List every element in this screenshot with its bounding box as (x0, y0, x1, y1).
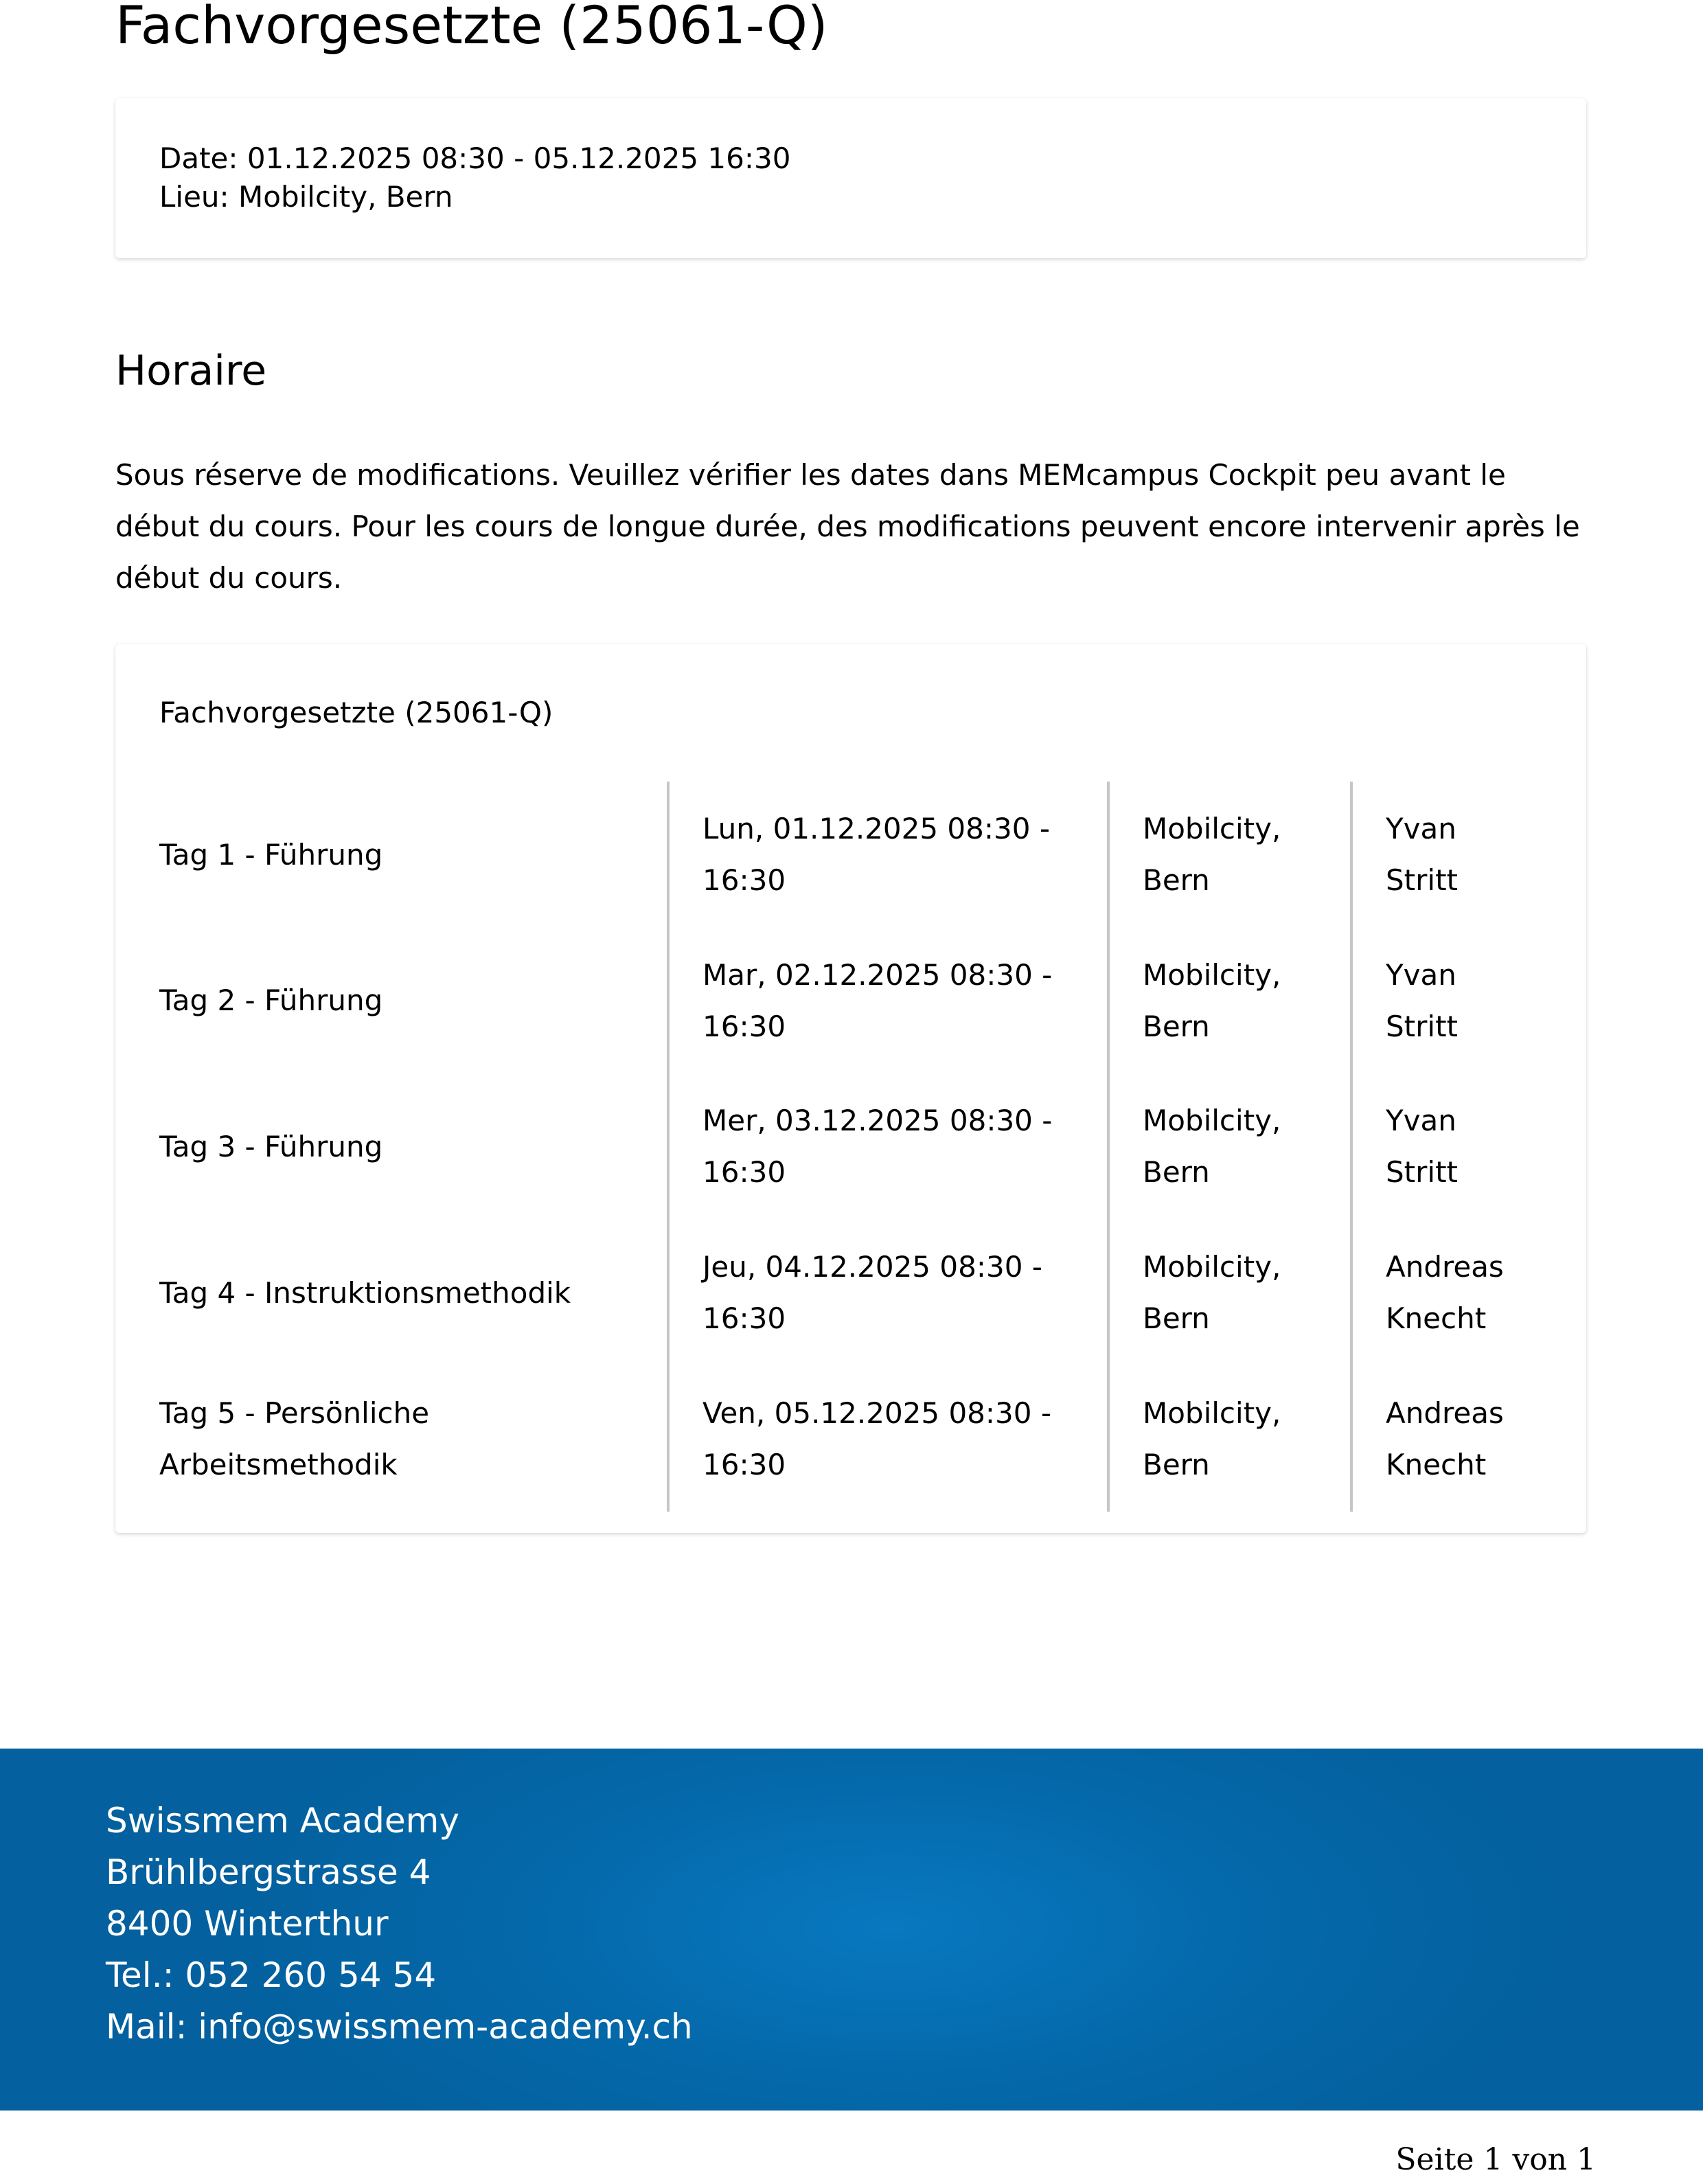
session-location: Mobilcity, Bern (1108, 1073, 1351, 1220)
session-location: Mobilcity, Bern (1108, 1220, 1351, 1366)
session-topic: Tag 1 - Führung (159, 837, 383, 872)
session-location: Mobilcity, Bern (1108, 1365, 1351, 1512)
session-trainer: Andreas Knecht (1351, 1365, 1542, 1512)
schedule-notice: Sous réserve de modifications. Veuillez vérifier les dates dans MEMcampus Cockpit peu avant le début du cours. Pour les cours de longue durée, des modifications peuvent encore intervenir après le début du cours. (115, 458, 1580, 595)
table-row (159, 1220, 1542, 1366)
session-trainer: Yvan Stritt (1351, 1073, 1542, 1220)
schedule-heading: Horaire (115, 347, 267, 395)
session-topic: Tag 4 - Instruktionsmethodik (159, 1275, 571, 1310)
table-row (159, 1365, 1542, 1512)
session-trainer: Yvan Stritt (1351, 782, 1542, 928)
session-datetime: Lun, 01.12.2025 08:30 - 16:30 (668, 782, 1108, 928)
footer-street: Brühlbergstrasse 4 (106, 1852, 431, 1892)
session-trainer: Yvan Stritt (1351, 928, 1542, 1074)
footer-city: 8400 Winterthur (106, 1904, 389, 1944)
session-datetime: Ven, 05.12.2025 08:30 - 16:30 (668, 1365, 1108, 1512)
session-topic: Tag 5 - Persönliche Arbeitsmethodik (159, 1396, 430, 1481)
footer-phone: Tel.: 052 260 54 54 (106, 1955, 437, 1995)
schedule-table (159, 782, 1542, 1512)
session-topic: Tag 2 - Führung (159, 983, 383, 1018)
session-datetime: Jeu, 04.12.2025 08:30 - 16:30 (668, 1220, 1108, 1366)
page-number: Seite 1 von 1 (1395, 2142, 1596, 2177)
footer (0, 1749, 1703, 2111)
table-row (159, 1073, 1542, 1220)
page-title: Fachvorgesetzte (25061-Q) (115, 0, 828, 56)
table-row (159, 782, 1542, 928)
session-location: Mobilcity, Bern (1108, 782, 1351, 928)
session-trainer: Andreas Knecht (1351, 1220, 1542, 1366)
footer-organization: Swissmem Academy (106, 1801, 459, 1841)
table-row (159, 928, 1542, 1074)
course-date: Date: 01.12.2025 08:30 - 05.12.2025 16:30 (159, 141, 791, 175)
schedule-card (115, 644, 1586, 1533)
session-datetime: Mar, 02.12.2025 08:30 - 16:30 (668, 928, 1108, 1074)
course-info-card (115, 98, 1586, 258)
footer-email: Mail: info@swissmem-academy.ch (106, 2007, 693, 2047)
session-datetime: Mer, 03.12.2025 08:30 - 16:30 (668, 1073, 1108, 1220)
schedule-course-title: Fachvorgesetzte (25061-Q) (159, 696, 553, 729)
course-location: Lieu: Mobilcity, Bern (159, 180, 453, 214)
session-location: Mobilcity, Bern (1108, 928, 1351, 1074)
session-topic: Tag 3 - Führung (159, 1129, 383, 1163)
